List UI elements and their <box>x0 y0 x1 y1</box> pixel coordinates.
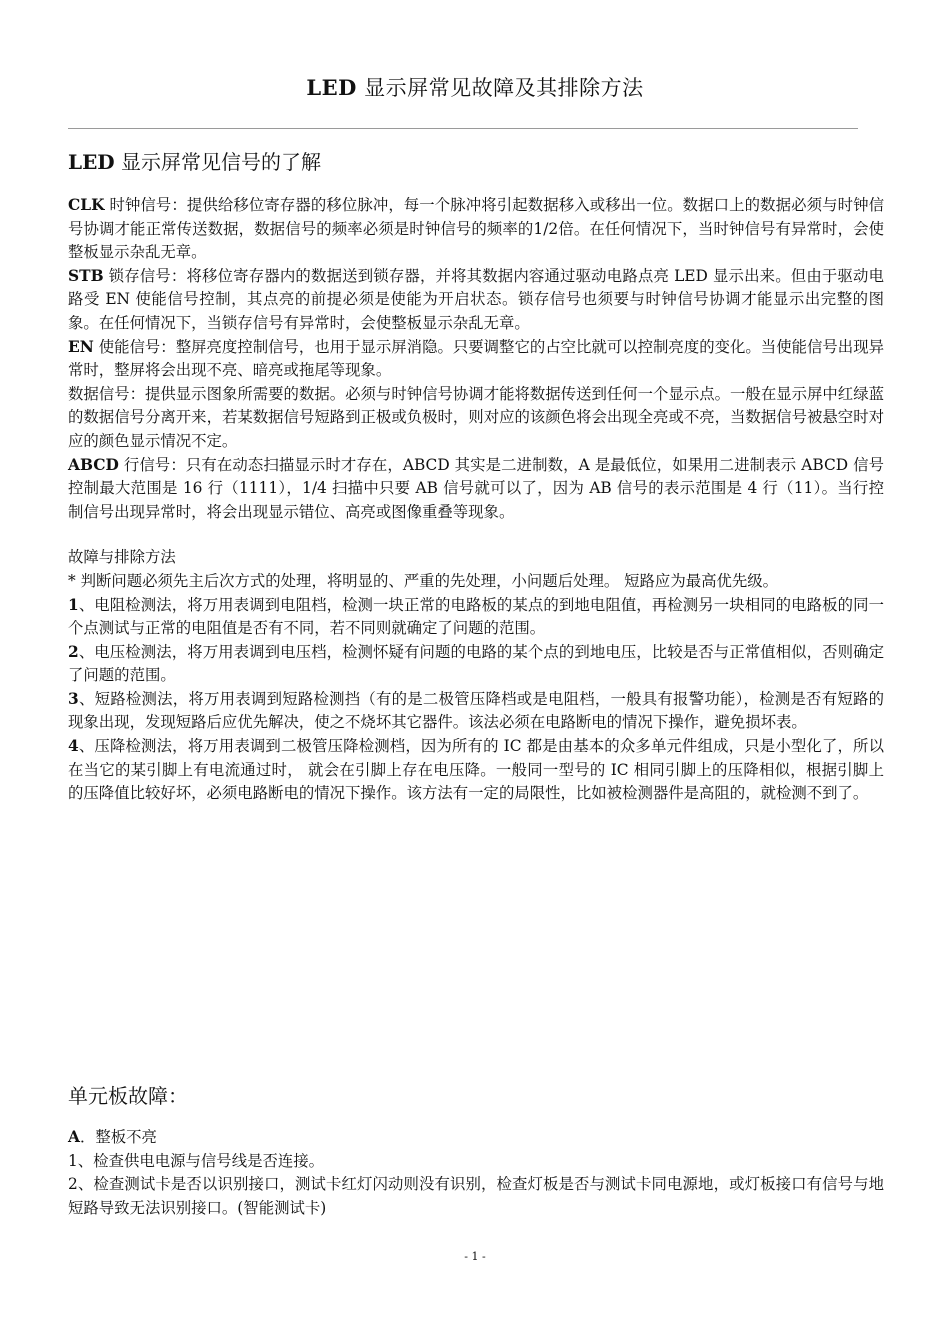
title-latin: LED <box>306 75 357 100</box>
method-item-1-number: 1 <box>68 595 79 614</box>
signals-heading-text: 显示屏常见信号的了解 <box>114 150 322 174</box>
method-item-1 <box>68 594 884 641</box>
method-item-3 <box>68 688 884 735</box>
unit-board-item-2: 2、检查测试卡是否以识别接口，测试卡红灯闪动则没有识别，检查灯板是否与测试卡同电源地，或灯板接口有信号与地短路导致无法识别接口。(智能测试卡) <box>68 1175 884 1217</box>
method-item-4 <box>68 735 884 806</box>
abcd-label: ABCD <box>68 455 119 474</box>
stb-text: 锁存信号：将移位寄存器内的数据送到锁存器，并将其数据内容通过驱动电路点亮 LED 显示出来。但由于驱动电路受 EN 使能信号控制，其点亮的前提必须是使能为开启状态。锁存信号也须要与时钟信号协调才能显示出完整的图象。在任何情况下，当锁存信号有异常时，会使整板显示杂乱无章。 <box>68 266 884 332</box>
en-label: EN <box>68 337 94 356</box>
method-item-2-number: 2 <box>68 642 79 661</box>
clk-text: 时钟信号：提供给移位寄存器的移位脉冲，每一个脉冲将引起数据移入或移出一位。数据口上的数据必须与时钟信号协调才能正常传送数据，数据信号的频率必须是时钟信号的频率的1/2倍。在任何情况下，当时钟信号有异常时，会使整板显示杂乱无章。 <box>68 196 884 262</box>
unit-board-item-1: 1、检查供电电源与信号线是否连接。 <box>68 1151 325 1170</box>
unit-board-sub-label: A <box>68 1128 80 1146</box>
clk-paragraph <box>68 194 884 265</box>
unit-board-heading: 单元板故障： <box>68 1084 188 1108</box>
signals-heading <box>68 148 884 176</box>
unit-board-subheading <box>68 1126 884 1150</box>
stb-label: STB <box>68 266 104 285</box>
signals-heading-latin: LED <box>68 150 115 174</box>
title-text: 显示屏常见故障及其排除方法 <box>356 76 644 100</box>
signals-section <box>68 194 884 806</box>
method-item-2 <box>68 641 884 688</box>
methods-note: * 判断问题必须先主后次方式的处理，将明显的、严重的先处理，小问题后处理。 短路应为最高优先级。 <box>68 571 779 590</box>
clk-label: CLK <box>68 196 105 214</box>
data-paragraph: 数据信号：提供显示图象所需要的数据。必须与时钟信号协调才能将数据传送到任何一个显示点。一般在显示屏中红绿蓝的数据信号分离开来，若某数据信号短路到正极或负极时，则对应的该颜色将会出现全亮或不亮，当数据信号被悬空时对应的颜色显示情况不定。 <box>68 384 884 450</box>
method-item-4-text: 、压降检测法，将万用表调到二极管压降检测档，因为所有的 IC 都是由基本的众多单元件组成，只是小型化了，所以在当它的某引脚上有电流通过时， 就会在引脚上存在电压降。一般同一型号的 IC 相同引脚上的压降相似，根据引脚上的压降值比较好坏，必须电路断电的情况下操作。该方法有一定的局限性，比如被检测器件是高阻的，就检测不到了。 <box>68 737 884 803</box>
abcd-text: 行信号：只有在动态扫描显示时才存在，ABCD 其实是二进制数，A 是最低位，如果用二进制表示 ABCD 信号控制最大范围是 16 行（1111），1/4 扫描中只要 AB 信号就可以了，因为 AB 信号的表示范围是 4 行（11）。当行控制信号出现异常时，将会出现显示错位、高亮或图像重叠等现象。 <box>68 455 884 521</box>
unit-board-section <box>68 1126 884 1220</box>
document-title <box>0 74 950 102</box>
en-text: 使能信号：整屏亮度控制信号，也用于显示屏消隐。只要调整它的占空比就可以控制亮度的变化。当使能信号出现异常时，整屏将会出现不亮、暗亮或拖尾等现象。 <box>68 337 884 380</box>
stb-paragraph <box>68 265 884 336</box>
abcd-paragraph <box>68 454 884 525</box>
method-item-3-text: 、短路检测法，将万用表调到短路检测挡（有的是二极管压降档或是电阻档，一般具有报警功能），检测是否有短路的现象出现，发现短路后应优先解决，使之不烧坏其它器件。该法必须在电路断电的情况下操作，避免损坏表。 <box>68 689 884 732</box>
method-item-2-text: 、电压检测法，将万用表调到电压档，检测怀疑有问题的电路的某个点的到地电压，比较是否与正常值相似，否则确定了问题的范围。 <box>68 642 884 685</box>
en-paragraph <box>68 336 884 383</box>
method-item-4-number: 4 <box>68 737 79 756</box>
method-item-3-number: 3 <box>68 689 79 708</box>
unit-board-sub-text: ．整板不亮 <box>79 1128 157 1146</box>
page-number: - 1 - <box>464 1250 486 1263</box>
method-item-1-text: 、电阻检测法，将万用表调到电阻档，检测一块正常的电路板的某点的到地电阻值，再检测另一块相同的电路板的同一个点测试与正常的电阻值是否有不同，若不同则就确定了问题的范围。 <box>68 595 884 638</box>
title-divider <box>68 128 858 129</box>
methods-heading: 故障与排除方法 <box>68 548 176 567</box>
